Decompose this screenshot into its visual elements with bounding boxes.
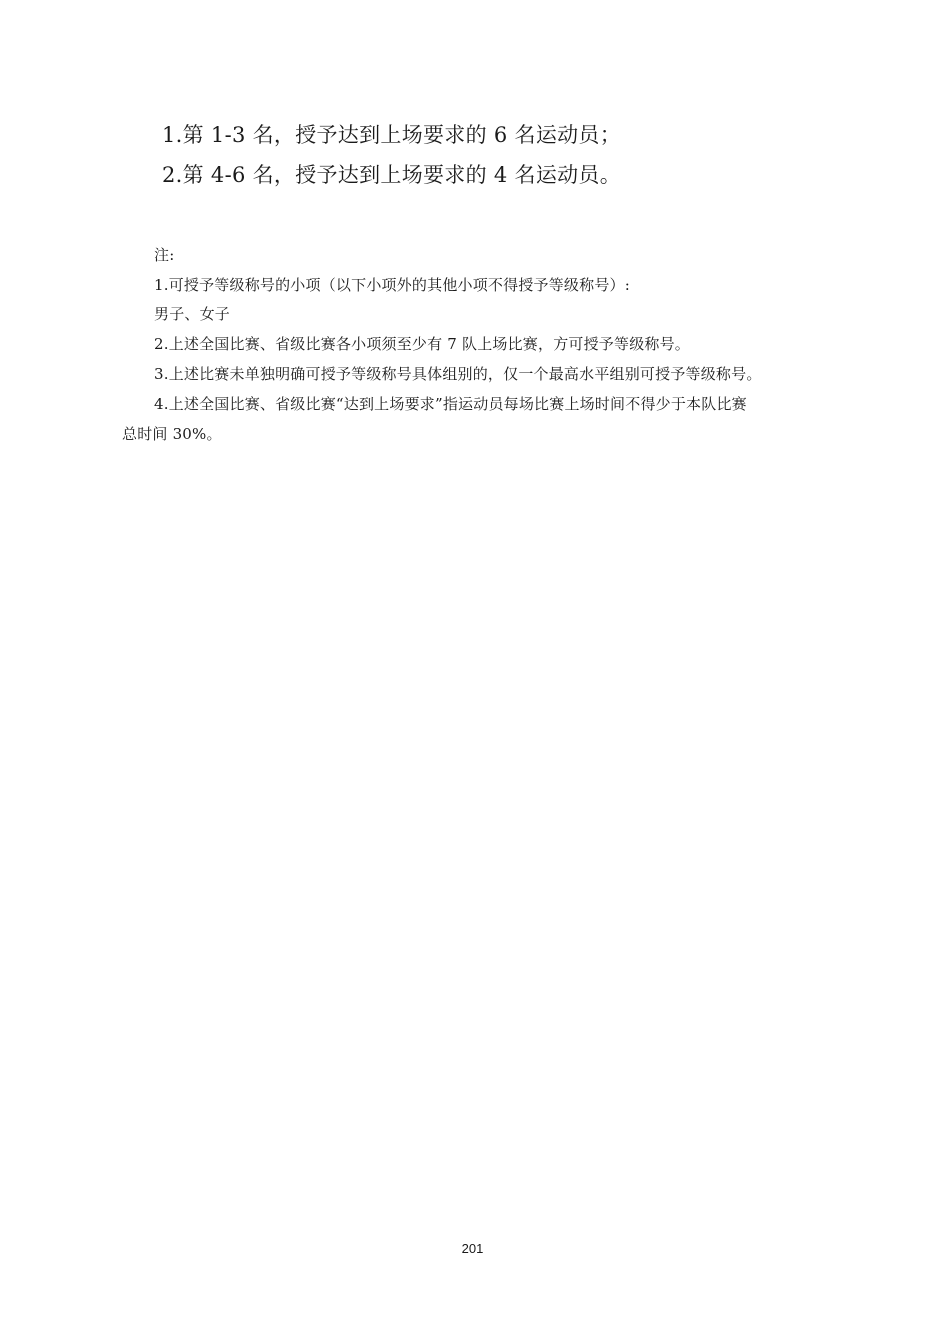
rank-rule-2: 2.第 4-6 名，授予达到上场要求的 4 名运动员。 <box>162 163 622 187</box>
note-item-1: 1.可授予等级称号的小项（以下小项外的其他小项不得授予等级称号）: <box>154 276 630 294</box>
page-number: 201 <box>461 1241 484 1256</box>
note-item-4-line-2: 总时间 30%。 <box>122 425 222 443</box>
note-item-1-detail: 男子、女子 <box>154 305 231 323</box>
note-item-3: 3.上述比赛未单独明确可授予等级称号具体组别的，仅一个最高水平组别可授予等级称号。 <box>154 365 762 383</box>
rank-rule-1: 1.第 1-3 名，授予达到上场要求的 6 名运动员； <box>162 123 622 147</box>
note-item-2: 2.上述全国比赛、省级比赛各小项须至少有 7 队上场比赛，方可授予等级称号。 <box>154 335 690 353</box>
note-item-4-line-1: 4.上述全国比赛、省级比赛“达到上场要求”指运动员每场比赛上场时间不得少于本队比赛 <box>154 395 747 413</box>
notes-heading: 注: <box>154 246 175 264</box>
